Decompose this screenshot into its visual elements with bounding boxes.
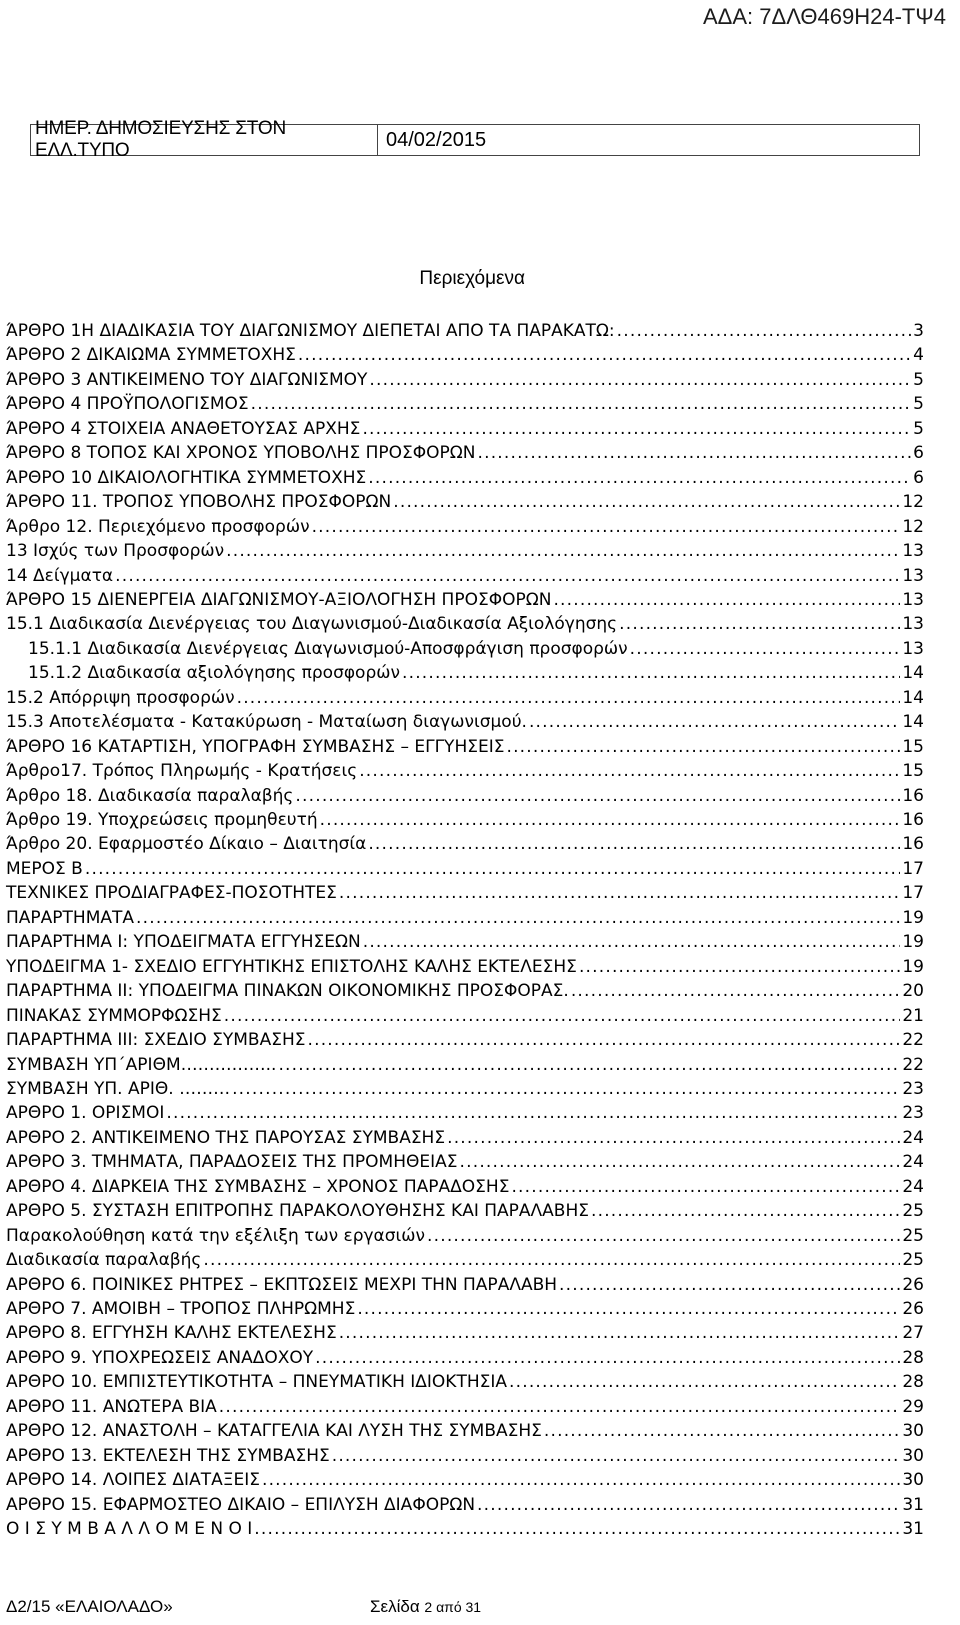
toc-entry[interactable] [6, 1273, 924, 1297]
toc-entry[interactable] [6, 881, 924, 905]
toc-entry[interactable] [6, 1028, 924, 1052]
toc-entry-title: 15.1.1 Διαδικασία Διενέργειας Διαγωνισμού-Αποσφράγιση προσφορών [28, 638, 628, 659]
toc-entry-page: 5 [913, 394, 924, 415]
toc-entry[interactable] [6, 930, 924, 954]
toc-entry-title: ΆΡΘΡΟ 11. ΤΡΟΠΟΣ ΥΠΟΒΟΛΗΣ ΠΡΟΣΦΟΡΩΝ [6, 492, 392, 513]
toc-entry-title: ΑΡΘΡΟ 15. ΕΦΑΡΜΟΣΤΕΟ ΔΙΚΑΙΟ – ΕΠΙΛΥΣΗ ΔΙΑΦΟΡΩΝ [6, 1494, 476, 1515]
toc-dot-leader [203, 1248, 900, 1272]
toc-entry[interactable] [6, 343, 924, 367]
toc-entry-page: 21 [902, 1005, 924, 1026]
toc-dot-leader [368, 832, 900, 856]
ada-code: ΑΔΑ: 7ΔΛΘ469Η24-ΤΨ4 [703, 4, 946, 29]
toc-entry-page: 4 [913, 345, 924, 366]
toc-heading-wrap [0, 268, 924, 290]
toc-entry-title: 15.2 Απόρριψη προσφορών [6, 687, 235, 708]
toc-entry-page: 5 [913, 418, 924, 439]
toc-entry-page: 16 [902, 785, 924, 806]
toc-entry-page: 15 [902, 736, 924, 757]
toc-entry-title: ΑΡΘΡΟ 10. ΕΜΠΙΣΤΕΥΤΙΚΟΤΗΤΑ – ΠΝΕΥΜΑΤΙΚΗ ΙΔΙΟΚΤΗΣΙΑ [6, 1372, 508, 1393]
toc-entry-page: 17 [902, 858, 924, 879]
toc-entry-page: 30 [902, 1445, 924, 1466]
toc-entry-page: 14 [902, 712, 924, 733]
toc-entry-page: 6 [913, 467, 924, 488]
toc-dot-leader [559, 1273, 900, 1297]
toc-dot-leader [630, 637, 901, 661]
toc-entry-title: ΑΡΘΡΟ 12. ΑΝΑΣΤΟΛΗ – ΚΑΤΑΓΓΕΛΙΑ ΚΑΙ ΛΥΣΗ ΤΗΣ ΣΥΜΒΑΣΗΣ [6, 1421, 542, 1442]
toc-entry[interactable] [6, 686, 924, 710]
toc-dot-leader [579, 955, 900, 979]
toc-entry-page: 17 [902, 883, 924, 904]
toc-dot-leader [251, 392, 912, 416]
toc-entry-title: Διαδικασία παραλαβής [6, 1250, 202, 1271]
toc-entry[interactable] [6, 1419, 924, 1443]
toc-entry[interactable] [28, 661, 924, 685]
toc-entry[interactable] [6, 955, 924, 979]
toc-entry-title: ΆΡΘΡΟ 4 ΠΡΟΫΠΟΛΟΓΙΣΜΟΣ [6, 394, 249, 415]
toc-entry-page: 13 [902, 541, 924, 562]
toc-entry[interactable] [6, 1248, 924, 1272]
toc-entry[interactable] [6, 1004, 924, 1028]
toc-entry-title: Άρθρο 20. Εφαρμοστέο Δίκαιο – Διαιτησία [6, 834, 367, 855]
toc-entry[interactable] [6, 319, 924, 343]
toc-dot-leader [219, 1395, 901, 1419]
toc-entry-title: Ο Ι Σ Υ Μ Β Α Λ Λ Ο Μ Ε Ν Ο Ι [6, 1519, 253, 1540]
toc-entry-page: 29 [902, 1396, 924, 1417]
toc-dot-leader [402, 661, 900, 685]
toc-entry-title: Άρθρο 19. Υποχρεώσεις προμηθευτή [6, 810, 318, 830]
toc-dot-leader [506, 735, 900, 759]
toc-entry[interactable] [6, 1175, 924, 1199]
toc-dot-leader [477, 1493, 900, 1517]
toc-entry[interactable] [6, 392, 924, 416]
toc-dot-leader [339, 881, 900, 905]
toc-entry-page: 19 [902, 932, 924, 953]
toc-entry-title: ΜΕΡΟΣ Β [6, 858, 83, 879]
toc-dot-leader [591, 1199, 900, 1223]
footer-page-number [370, 1597, 481, 1617]
toc-entry-title: ΑΡΘΡΟ 3. ΤΜΗΜΑΤΑ, ΠΑΡΑΔΟΣΕΙΣ ΤΗΣ ΠΡΟΜΗΘΕΙΑΣ [6, 1152, 458, 1173]
toc-dot-leader [393, 490, 900, 514]
toc-dot-leader [320, 808, 901, 832]
toc-entry[interactable] [6, 979, 924, 1003]
toc-entry-page: 13 [902, 589, 924, 610]
toc-dot-leader [278, 1053, 900, 1077]
toc-dot-leader [357, 1297, 900, 1321]
toc-dot-leader [359, 759, 900, 783]
toc-entry-page: 25 [902, 1201, 924, 1222]
toc-entry-page: 16 [902, 810, 924, 830]
toc-entry[interactable] [6, 832, 924, 856]
toc-entry-title: ΑΡΘΡΟ 11. ΑΝΩΤΕΡΑ ΒΙΑ [6, 1396, 217, 1417]
toc-entry-title: ΆΡΘΡΟ 3 ΑΝΤΙΚΕΙΜΕΝΟ ΤΟΥ ΔΙΑΓΩΝΙΣΜΟΥ [6, 369, 368, 390]
toc-dot-leader [298, 343, 911, 367]
toc-dot-leader [362, 417, 911, 441]
toc-entry-page: 22 [902, 1030, 924, 1051]
toc-entry-title: Άρθρο 18. Διαδικασία παραλαβής [6, 785, 294, 806]
toc-entry[interactable] [6, 1493, 924, 1517]
toc-entry[interactable] [6, 417, 924, 441]
toc-dot-leader [477, 441, 911, 465]
toc-entry[interactable] [6, 1224, 924, 1248]
toc-dot-leader [332, 1444, 901, 1468]
toc-dot-leader [427, 1224, 900, 1248]
footer-page-label: Σελίδα [370, 1597, 420, 1616]
toc-dot-leader [295, 784, 900, 808]
toc-dot-leader [254, 1517, 900, 1541]
toc-entry-page: 25 [902, 1250, 924, 1271]
toc-entry-page: 25 [902, 1225, 924, 1246]
toc-entry-page: 23 [902, 1078, 924, 1099]
toc-dot-leader [511, 1175, 900, 1199]
toc-entry-page: 15 [902, 761, 924, 782]
toc-entry[interactable] [6, 1346, 924, 1370]
toc-entry-page: 28 [902, 1347, 924, 1368]
toc-entry-page: 22 [902, 1054, 924, 1075]
publication-date: 04/02/2015 [386, 128, 487, 151]
toc-dot-leader [232, 1077, 900, 1101]
toc-entry-title: ΑΡΘΡΟ 5. ΣΥΣΤΑΣΗ ΕΠΙΤΡΟΠΗΣ ΠΑΡΑΚΟΛΟΥΘΗΣΗΣ ΚΑΙ ΠΑΡΑΛΑΒΗΣ [6, 1201, 589, 1222]
toc-dot-leader [224, 1004, 901, 1028]
toc-entry-title: ΑΡΘΡΟ 14. ΛΟΙΠΕΣ ΔΙΑΤΑΞΕΙΣ [6, 1470, 260, 1491]
toc-dot-leader [368, 466, 911, 490]
toc-entry[interactable] [6, 1150, 924, 1174]
toc-entry[interactable] [6, 735, 924, 759]
toc-dot-leader [447, 1126, 900, 1150]
toc-dot-leader [262, 1468, 900, 1492]
toc-entry-page: 13 [902, 638, 924, 659]
toc-entry-page: 31 [902, 1494, 924, 1515]
toc-entry-title: ΑΡΘΡΟ 6. ΠΟΙΝΙΚΕΣ ΡΗΤΡΕΣ – ΕΚΠΤΩΣΕΙΣ ΜΕΧΡΙ ΤΗΝ ΠΑΡΑΛΑΒΗ [6, 1274, 558, 1295]
toc-entry[interactable] [6, 1126, 924, 1150]
toc-entry[interactable] [6, 1321, 924, 1345]
toc-entry-title: ΑΡΘΡΟ 9. ΥΠΟΧΡΕΩΣΕΙΣ ΑΝΑΔΟΧΟΥ [6, 1347, 314, 1368]
toc-dot-leader [544, 1419, 900, 1443]
toc-entry[interactable] [6, 1370, 924, 1394]
toc-dot-leader [226, 539, 900, 563]
toc-entry-title: Παρακολούθηση κατά την εξέλιξη των εργασιών [6, 1225, 426, 1246]
toc-heading: Περιεχόμενα [419, 268, 525, 289]
toc-dot-leader [315, 1346, 900, 1370]
toc-entry-page: 27 [902, 1323, 924, 1344]
toc-entry[interactable] [6, 588, 924, 612]
toc-entry-page: 12 [902, 516, 924, 537]
toc-entry-title: ΑΡΘΡΟ 8. ΕΓΓΥΗΣΗ ΚΑΛΗΣ ΕΚΤΕΛΕΣΗΣ [6, 1323, 337, 1344]
toc-entry[interactable] [6, 1053, 924, 1077]
toc-entry[interactable] [6, 1199, 924, 1223]
toc-entry[interactable] [6, 515, 924, 539]
toc-entry[interactable] [6, 759, 924, 783]
toc-entry-page: 28 [902, 1372, 924, 1393]
toc-entry[interactable] [6, 539, 924, 563]
toc-entry[interactable] [6, 490, 924, 514]
toc-entry[interactable] [6, 1468, 924, 1492]
toc-entry[interactable] [6, 441, 924, 465]
toc-entry-page: 24 [902, 1176, 924, 1197]
toc-entry-title: ΑΡΘΡΟ 7. ΑΜΟΙΒΗ – ΤΡΟΠΟΣ ΠΛΗΡΩΜΗΣ [6, 1299, 356, 1319]
toc-dot-leader [85, 857, 901, 881]
toc-entry-title: 15.1.2 Διαδικασία αξιολόγησης προσφορών [28, 663, 400, 684]
toc-dot-leader [237, 686, 901, 710]
toc-entry[interactable] [6, 1297, 924, 1321]
toc-entry-title: ΑΡΘΡΟ 4. ΔΙΑΡΚΕΙΑ ΤΗΣ ΣΥΜΒΑΣΗΣ – ΧΡΟΝΟΣ ΠΑΡΑΔΟΣΗΣ [6, 1176, 510, 1197]
toc-entry-title: ΆΡΘΡΟ 2 ΔΙΚΑΙΩΜΑ ΣΥΜΜΕΤΟΧΗΣ [6, 345, 296, 366]
toc-entry[interactable] [6, 368, 924, 392]
toc-entry-page: 19 [902, 907, 924, 928]
toc-entry-title: ΆΡΘΡΟ 10 ΔΙΚΑΙΟΛΟΓΗΤΙΚΑ ΣΥΜΜΕΤΟΧΗΣ [6, 467, 367, 488]
toc-entry-title: ΣΥΜΒΑΣΗ ΥΠ΄ΑΡΙΘΜ…………….. [6, 1054, 277, 1075]
toc-entry-title: 15.1 Διαδικασία Διενέργειας του Διαγωνισμού-Διαδικασία Αξιολόγησης [6, 614, 618, 635]
toc-dot-leader [308, 1028, 901, 1052]
toc-entry-title: ΠΑΡΑΡΤΗΜΑ Ι: ΥΠΟΔΕΙΓΜΑΤΑ ΕΓΓΥΗΣΕΩΝ [6, 932, 361, 953]
toc-entry-page: 13 [902, 614, 924, 635]
toc-entry[interactable] [6, 1517, 924, 1541]
toc-entry[interactable] [6, 784, 924, 808]
toc-entry[interactable] [6, 466, 924, 490]
toc-dot-leader [553, 588, 900, 612]
toc-dot-leader [460, 1150, 901, 1174]
toc-entry[interactable] [28, 637, 924, 661]
toc-entry-title: Άρθρο 12. Περιεχόμενο προσφορών [6, 516, 310, 537]
toc-entry-title: ΆΡΘΡΟ 1Η ΔΙΑΔΙΚΑΣΙΑ ΤΟΥ ΔΙΑΓΩΝΙΣΜΟΥ ΔΙΕΠΕΤΑΙ ΑΠΟ ΤΑ ΠΑΡΑΚΑΤΩ: [6, 321, 615, 341]
toc-entry-page: 13 [902, 565, 924, 586]
toc-entry-title: 13 Ισχύς των Προσφορών [6, 541, 225, 562]
toc-entry-page: 24 [902, 1127, 924, 1148]
toc-dot-leader [339, 1321, 901, 1345]
toc-entry-title: ΠΑΡΑΡΤΗΜΑΤΑ [6, 907, 135, 928]
toc-entry[interactable] [6, 710, 924, 734]
toc-entry-title: ΑΡΘΡΟ 2. ΑΝΤΙΚΕΙΜΕΝΟ ΤΗΣ ΠΑΡΟΥΣΑΣ ΣΥΜΒΑΣΗΣ [6, 1127, 446, 1148]
toc-entry-title: ΆΡΘΡΟ 16 ΚΑΤΑΡΤΙΣΗ, ΥΠΟΓΡΑΦΗ ΣΥΜΒΑΣΗΣ – ΕΓΓΥΗΣΕΙΣ [6, 736, 505, 757]
toc-entry[interactable] [6, 808, 924, 832]
toc-entry-page: 26 [902, 1299, 924, 1319]
toc-entry-page: 19 [902, 956, 924, 977]
footer-document-code: Δ2/15 «ΕΛΑΙΟΛΑΔΟ» [6, 1597, 173, 1616]
toc-dot-leader [619, 612, 900, 636]
toc-entry-page: 6 [913, 443, 924, 464]
publication-label: ΗΜΕΡ. ΔΗΜΟΣΙΕΥΣΗΣ ΣΤΟΝ ΕΛΛ.ΤΥΠΟ [35, 118, 286, 161]
toc-entry-title: ΠΙΝΑΚΑΣ ΣΥΜΜΟΡΦΩΣΗΣ [6, 1005, 222, 1026]
toc-entry-page: 24 [902, 1152, 924, 1173]
toc-dot-leader [617, 319, 912, 343]
toc-entry-title: ΆΡΘΡΟ 15 ΔΙΕΝΕΡΓΕΙΑ ΔΙΑΓΩΝΙΣΜΟΥ-ΑΞΙΟΛΟΓΗΣΗ ΠΡΟΣΦΟΡΩΝ [6, 589, 552, 610]
toc-dot-leader [312, 515, 901, 539]
toc-entry-page: 5 [913, 369, 924, 390]
toc-entry-page: 3 [913, 321, 924, 341]
toc-entry[interactable] [6, 612, 924, 636]
toc-entry-title: ΤΕΧΝΙΚΕΣ ΠΡΟΔΙΑΓΡΑΦΕΣ-ΠΟΣΟΤΗΤΕΣ [6, 883, 337, 904]
toc-entry-page: 14 [902, 687, 924, 708]
toc-entry-title: 14 Δείγματα [6, 565, 114, 586]
toc-dot-leader [363, 930, 901, 954]
toc-entry-title: ΑΡΘΡΟ 13. ΕΚΤΕΛΕΣΗ ΤΗΣ ΣΥΜΒΑΣΗΣ [6, 1445, 330, 1466]
publication-date-box [30, 118, 920, 161]
toc-entry[interactable] [6, 1101, 924, 1125]
toc-entry[interactable] [6, 1395, 924, 1419]
toc-entry-page: 26 [902, 1274, 924, 1295]
toc-dot-leader [115, 564, 900, 588]
toc-entry-title: ΥΠΟΔΕΙΓΜΑ 1- ΣΧΕΔΙΟ ΕΓΓΥΗΤΙΚΗΣ ΕΠΙΣΤΟΛΗΣ ΚΑΛΗΣ ΕΚΤΕΛΕΣΗΣ [6, 956, 577, 977]
toc-dot-leader [369, 368, 911, 392]
toc-entry[interactable] [6, 564, 924, 588]
toc-entry-page: 30 [902, 1470, 924, 1491]
footer-page-of: 2 από 31 [424, 1599, 482, 1615]
toc-dot-leader [529, 710, 900, 734]
toc-entry-page: 14 [902, 663, 924, 684]
toc-entry-page: 16 [902, 834, 924, 855]
toc-dot-leader [166, 1101, 900, 1125]
toc-entry-title: ΠΑΡΑΡΤΗΜΑ ΙΙ: ΥΠΟΔΕΙΓΜΑ ΠΙΝΑΚΩΝ ΟΙΚΟΝΟΜΙΚΗΣ ΠΡΟΣΦΟΡΑΣ. [6, 981, 569, 1002]
toc-dot-leader [136, 906, 900, 930]
toc-entry-title: ΣΥΜΒΑΣΗ ΥΠ. ΑΡΙΘ. ……… [6, 1078, 231, 1099]
toc-entry[interactable] [6, 1444, 924, 1468]
toc-entry-title: ΆΡΘΡΟ 4 ΣΤΟΙΧΕΙΑ ΑΝΑΘΕΤΟΥΣΑΣ ΑΡΧΗΣ [6, 418, 361, 439]
toc-dot-leader [509, 1370, 900, 1394]
toc-entry-title: ΠΑΡΑΡΤΗΜΑ ΙΙΙ: ΣΧΕΔΙΟ ΣΥΜΒΑΣΗΣ [6, 1030, 306, 1051]
toc-entry-title: Άρθρο17. Τρόπος Πληρωμής - Κρατήσεις [6, 761, 358, 782]
toc-entry-title: 15.3 Αποτελέσματα - Κατακύρωση - Ματαίωση διαγωνισμού. [6, 712, 527, 733]
toc-entry-page: 30 [902, 1421, 924, 1442]
toc-entry[interactable] [6, 1077, 924, 1101]
toc-dot-leader [571, 979, 901, 1003]
toc-entry[interactable] [6, 906, 924, 930]
toc-entry-page: 20 [902, 981, 924, 1002]
toc-entry-page: 12 [902, 492, 924, 513]
toc-entry-page: 23 [902, 1103, 924, 1124]
toc-entry-title: ΑΡΘΡΟ 1. ΟΡΙΣΜΟΙ [6, 1103, 165, 1124]
toc-entry-page: 31 [902, 1519, 924, 1540]
toc-entry-title: ΆΡΘΡΟ 8 ΤΟΠΟΣ ΚΑΙ ΧΡΟΝΟΣ ΥΠΟΒΟΛΗΣ ΠΡΟΣΦΟΡΩΝ [6, 443, 476, 464]
toc-entry[interactable] [6, 857, 924, 881]
